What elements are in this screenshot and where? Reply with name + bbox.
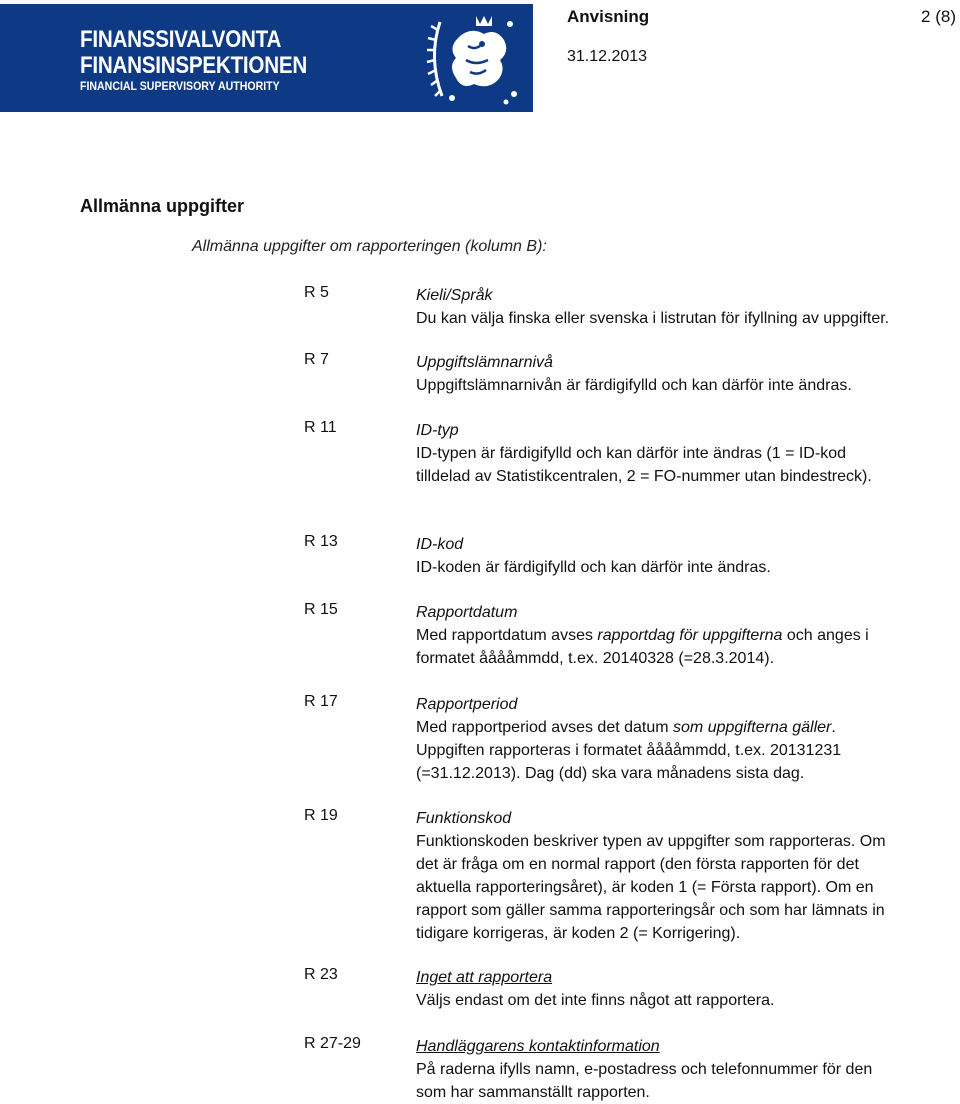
logo-line-finnish: FINANSSIVALVONTA xyxy=(80,26,282,53)
row-text-line: Uppgiften rapporteras i formatet ååååmmdd, t.ex. 20131231 xyxy=(416,742,842,759)
document-date: 31.12.2013 xyxy=(567,48,648,65)
row-text-line xyxy=(416,716,946,739)
row-content xyxy=(416,966,946,1012)
row-text-line: På raderna ifylls namn, e-postadress och telefonnummer för den xyxy=(416,1061,873,1078)
lion-emblem-icon xyxy=(418,4,528,112)
row-code: R 17 xyxy=(304,693,338,710)
logo-line-english: FINANCIAL SUPERVISORY AUTHORITY xyxy=(80,81,280,93)
row-text-line: rapport som gäller samma rapporteringsår och som har lämnats in xyxy=(416,902,885,919)
section-heading: Allmänna uppgifter xyxy=(80,196,245,216)
row-content xyxy=(416,807,946,945)
row-title: Uppgiftslämnarnivå xyxy=(416,354,553,371)
row-code: R 19 xyxy=(304,807,338,824)
row-code: R 15 xyxy=(304,601,338,618)
row-title: Rapportperiod xyxy=(416,696,518,713)
document-type: Anvisning xyxy=(567,7,650,26)
logo-line-swedish: FINANSINSPEKTIONEN xyxy=(80,52,308,79)
row-text-line: ID-typen är färdigifylld och kan därför inte ändras (1 = ID-kod xyxy=(416,445,846,462)
row-content xyxy=(416,533,946,579)
text-run: och anges i xyxy=(782,627,869,644)
row-code: R 5 xyxy=(304,284,329,301)
text-run: Med rapportdatum avses xyxy=(416,627,598,644)
row-code: R 13 xyxy=(304,533,338,550)
row-title: ID-typ xyxy=(416,422,459,439)
row-content xyxy=(416,601,946,670)
text-run: . xyxy=(831,719,836,736)
row-title: Funktionskod xyxy=(416,810,512,827)
row-title: Handläggarens kontaktinformation xyxy=(416,1038,660,1055)
emphasis-text: rapportdag för uppgifterna xyxy=(597,627,783,644)
section-intro: Allmänna uppgifter om rapporteringen (kolumn B): xyxy=(192,238,547,255)
text-run: Med rapportperiod avses det datum xyxy=(416,719,674,736)
row-code: R 27-29 xyxy=(304,1035,361,1052)
emphasis-text: som uppgifterna gäller xyxy=(673,719,832,736)
row-title: Kieli/Språk xyxy=(416,287,493,304)
row-code: R 11 xyxy=(304,419,337,436)
row-text-line: som har sammanställt rapporten. xyxy=(416,1084,650,1101)
row-text-line: tidigare korrigeras, är koden 2 (= Korrigering). xyxy=(416,925,741,942)
row-content xyxy=(416,1035,946,1104)
row-content xyxy=(416,693,946,785)
row-code: R 7 xyxy=(304,351,329,368)
row-text-line: Uppgiftslämnarnivån är färdigifylld och kan därför inte ändras. xyxy=(416,377,852,394)
row-code: R 23 xyxy=(304,966,338,983)
row-text-line: Funktionskoden beskriver typen av uppgifter som rapporteras. Om xyxy=(416,833,886,850)
row-text-line: Du kan välja finska eller svenska i listrutan för ifyllning av uppgifter. xyxy=(416,310,890,327)
row-text-line: Väljs endast om det inte finns något att rapportera. xyxy=(416,992,775,1009)
row-text-line: aktuella rapporteringsåret), är koden 1 (= Första rapport). Om en xyxy=(416,879,874,896)
row-text-line: tilldelad av Statistikcentralen, 2 = FO-nummer utan bindestreck). xyxy=(416,468,872,485)
row-text-line: (=31.12.2013). Dag (dd) ska vara månadens sista dag. xyxy=(416,765,805,782)
row-text-line: ID-koden är färdigifylld och kan därför inte ändras. xyxy=(416,559,771,576)
row-title: Inget att rapportera xyxy=(416,969,553,986)
logo-text xyxy=(80,28,344,94)
row-text-line: formatet ååååmmdd, t.ex. 20140328 (=28.3.2014). xyxy=(416,650,775,667)
row-title: Rapportdatum xyxy=(416,604,518,621)
row-text-line xyxy=(416,624,946,647)
row-text-line: det är fråga om en normal rapport (den första rapporten för det xyxy=(416,856,859,873)
row-content xyxy=(416,284,946,330)
row-content xyxy=(416,419,946,488)
page-number: 2 (8) xyxy=(921,7,956,26)
row-title: ID-kod xyxy=(416,536,464,553)
authority-logo xyxy=(0,4,533,112)
row-content xyxy=(416,351,946,397)
